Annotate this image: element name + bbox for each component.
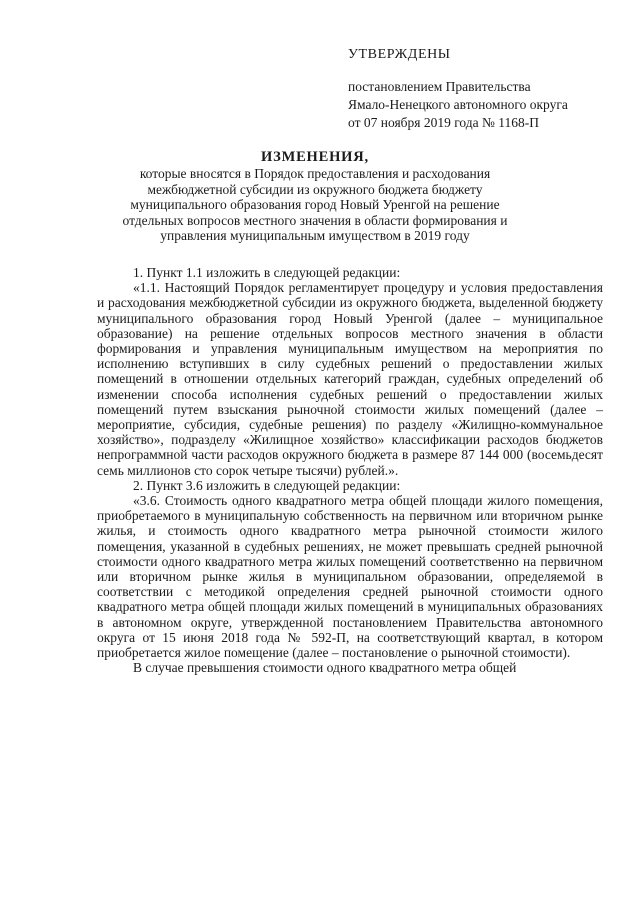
document-body [97, 265, 603, 675]
paragraph-item-1-intro: 1. Пункт 1.1 изложить в следующей редакции: [133, 265, 401, 280]
paragraph-clause-1-1: «1.1. Настоящий Порядок регламентирует процедуру и условия предоставления и расходования межбюджетной субсидии из окружного бюджета, выделенной бюджету муниципального образования город Новый Уренгой (далее – муниципальное образование) на решение отдельных вопросов местного значения в области формирования и управления муниципальным имуществом на мероприятия по исполнению вступивших в силу судебных решений о предоставлении жилых помещений в отношении отдельных категорий граждан, судебных определений об изменении способа исполнения судебных решений о предоставлении жилых помещений путем взыскания рыночной стоимости жилых помещений (далее – мероприятие, субсидия, судебные решения) по разделу «Жилищно-коммунальное хозяйство», подразделу «Жилищное хозяйство» классификации расходов бюджетов непрограммной части расходов окружного бюджета в размере 87 144 000 (восемьдесят семь миллионов сто сорок четыре тысячи) рублей.». [97, 280, 603, 478]
approval-line-3: от 07 ноября 2019 года № 1168-П [348, 115, 540, 130]
paragraph-clause-3-6: «3.6. Стоимость одного квадратного метра общей площади жилого помещения, приобретаемого в муниципальную собственность на первичном или вторичном рынке жилья, и стоимость одного квадратного метра рыночной стоимости жилого помещения, указанной в судебных решениях, не может превышать средней рыночной стоимости одного квадратного метра жилых помещений соответственно на первичном или вторичном рынке жилья в муниципальном образовании, определяемой в соответствии с методикой определения средней рыночной стоимости одного квадратного метра общей площади жилых помещений в муниципальных образованиях в автономном округе, утвержденной постановлением Правительства автономного округа от 15 июня 2018 года № 592-П, на соответствующий квартал, в котором приобретается жилое помещение (далее – постановление о рыночной стоимости). [97, 493, 603, 661]
document-heading: ИЗМЕНЕНИЯ, [261, 149, 369, 165]
changes-title-block [100, 149, 530, 244]
approval-title: УТВЕРЖДЕНЫ [348, 47, 451, 62]
paragraph-item-2-intro: 2. Пункт 3.6 изложить в следующей редакции: [133, 477, 401, 493]
approval-line-1: постановлением Правительства [348, 79, 531, 94]
approval-line-2: Ямало-Ненецкого автономного округа [348, 97, 568, 112]
paragraph-continuation: В случае превышения стоимости одного квадратного метра общей [133, 660, 517, 676]
document-subtitle: которые вносятся в Порядок предоставления и расходования межбюджетной субсидии из окружного бюджета бюджету муниципального образования город Новый Уренгой на решение отдельных вопросов местного значения в области формирования и управления муниципальным имуществом в 2019 году [122, 166, 508, 244]
approval-block [348, 46, 618, 132]
